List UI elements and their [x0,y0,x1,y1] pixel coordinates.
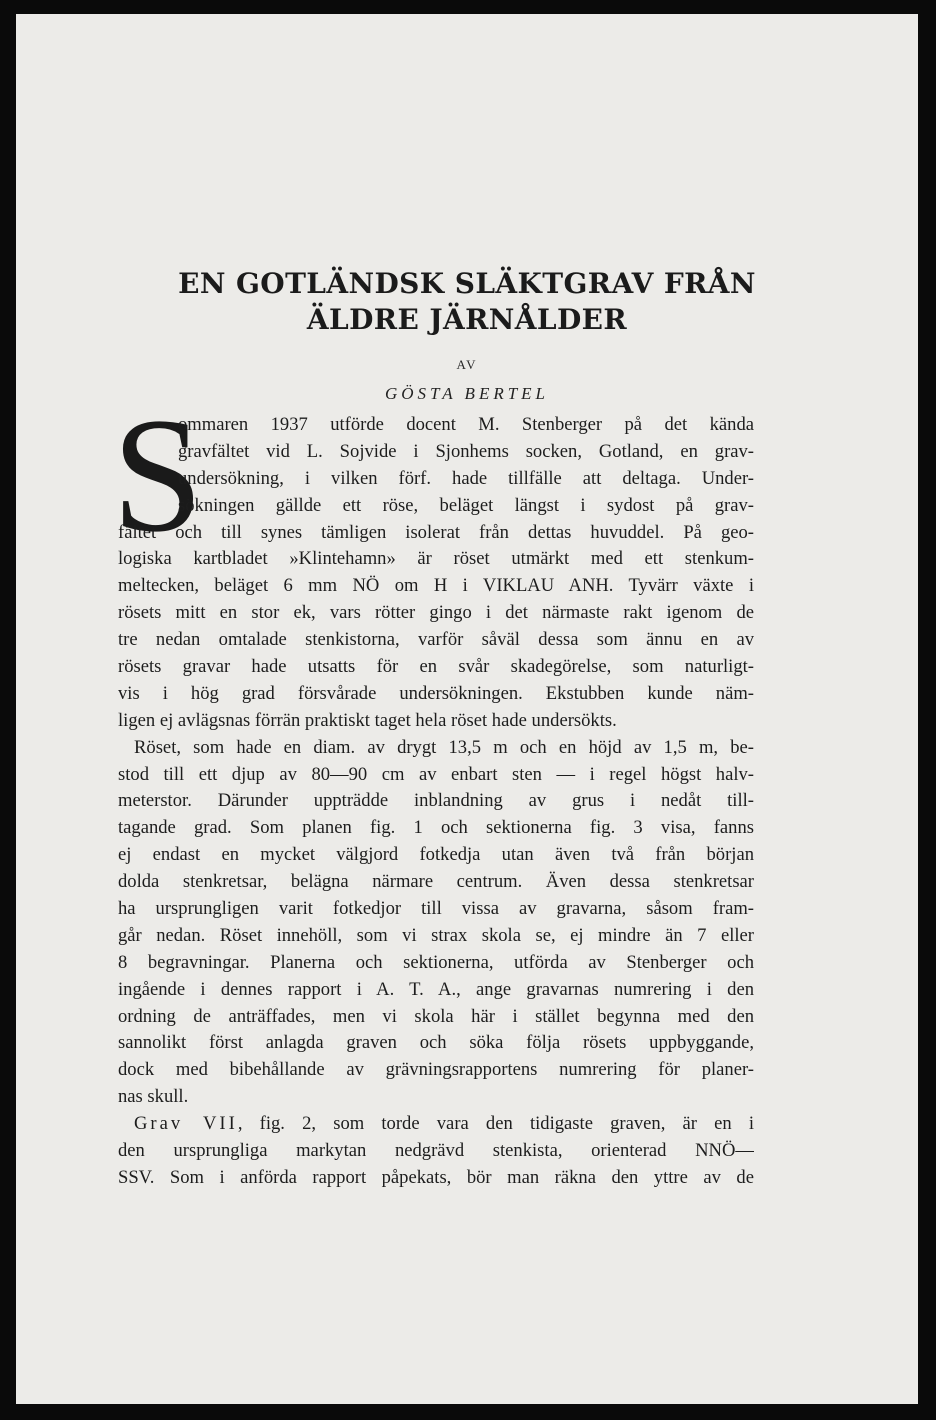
author-name: GÖSTA BERTEL [384,384,550,403]
text-line: ingående i dennes rapport i A. T. A., ange gravarnas numrering i den [118,978,754,1000]
text-line: ordning de anträffades, men vi skola här i stället begynna med den [118,1005,754,1027]
text-line: rösets gravar hade utsatts för en svår skadegörelse, som naturligt- [118,656,754,678]
text-line: stod till ett djup av 80—90 cm av enbart sten — i regel högst halv- [118,763,754,785]
text-line: meterstor. Därunder uppträdde inblandning av grus i nedåt till- [118,790,754,812]
grav-text: , fig. 2, som torde vara den tidigaste graven, är en i [237,1113,754,1135]
text-line: ha ursprungligen varit fotkedjor till vissa av gravarna, såsom fram- [118,898,754,920]
text-line: 8 begravningar. Planerna och sektionerna, utförda av Stenberger och [118,951,754,973]
text-line: ej endast en mycket välgjord fotkedja utan även två från början [118,844,754,866]
text-line: nas skull. [118,1086,189,1108]
text-line: tre nedan omtalade stenkistorna, varför såväl dessa som ännu en av [118,629,754,651]
text-line: meltecken, beläget 6 mm NÖ om H i VIKLAU ANH. Tyvärr växte i [118,575,754,597]
grav-label: Grav VII [134,1113,238,1135]
text-line: sannolikt först anlagda graven och söka följa rösets uppbyggande, [118,1032,754,1054]
text-line: logiska kartbladet »Klintehamn» är röset utmärkt med ett stenkum- [118,548,754,570]
text-line: tagande grad. Som planen fig. 1 och sektionerna fig. 3 visa, fanns [118,817,754,839]
text-line: sökningen gällde ett röse, beläget längst i sydost på grav- [178,494,754,516]
title-line-1: EN GOTLÄNDSK SLÄKTGRAV FRÅN [178,267,756,300]
drop-cap: S [112,385,204,566]
byline-av: AV [456,357,478,372]
text-line: ligen ej avlägsnas förrän praktiskt taget hela röset hade undersökts. [118,709,617,731]
text-line: dolda stenkretsar, belägna närmare centrum. Även dessa stenkretsar [118,871,754,893]
text-line: dock med bibehållande av grävningsrapportens numrering för planer- [118,1059,754,1081]
article-title [16,266,918,338]
text-line: ommaren 1937 utförde docent M. Stenberger på det kända [178,414,754,435]
text-line: vis i hög grad försvårade undersökningen. Ekstubben kunde näm- [118,682,754,704]
title-line-2: ÄLDRE JÄRNÅLDER [306,303,628,336]
text-line: gravfältet vid L. Sojvide i Sjonhems socken, Gotland, en grav- [178,440,754,462]
text-line: SSV. Som i anförda rapport påpekats, bör man räkna den yttre av de [118,1166,754,1188]
text-line: fältet och till synes tämligen isolerat från dettas huvuddel. På geo- [118,521,754,543]
text-line: den ursprungliga markytan nedgrävd stenkista, orienterad NNÖ— [118,1140,754,1162]
text-line: Röset, som hade en diam. av drygt 13,5 m och en höjd av 1,5 m, be- [134,736,754,758]
body-text [118,412,754,1192]
text-line: rösets mitt en stor ek, vars rötter gingo i det närmaste rakt igenom de [118,602,754,624]
text-line: undersökning, i vilken förf. hade tillfälle att deltaga. Under- [178,467,754,489]
text-line: går nedan. Röset innehöll, som vi strax skola se, ej mindre än 7 eller [118,924,754,946]
text-line [118,1111,754,1138]
